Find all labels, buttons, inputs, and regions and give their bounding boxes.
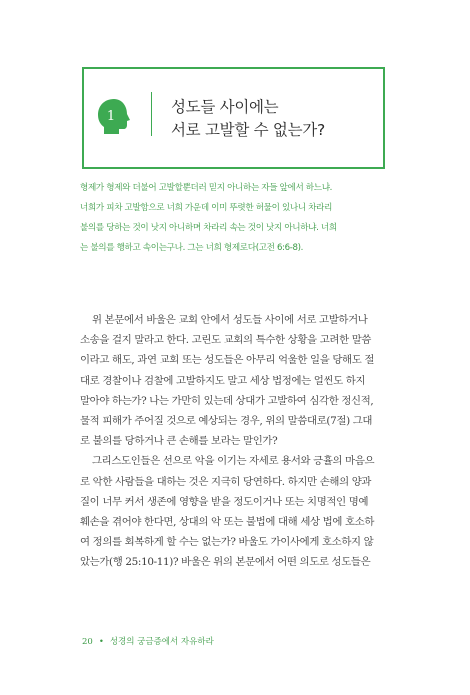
body-line: 위 본문에서 바울은 교회 안에서 성도들 사이에 서로 고발하거나: [92, 314, 368, 326]
header-divider: [151, 92, 152, 136]
chapter-title-line1: 성도들 사이에는: [171, 98, 279, 116]
scripture-line: 불의를 당하는 것이 낫지 아니하며 차라리 속는 것이 낫지 아니하냐. 너희: [80, 223, 337, 233]
body-line: 았는가(행 25:10-11)? 바울은 위의 본문에서 어떤 의도로 성도들은: [80, 556, 371, 569]
scripture-line: 형제가 형제와 더불어 고발할뿐더러 믿지 아니하는 자들 앞에서 하느냐.: [80, 183, 333, 193]
body-line: 이라고 해도, 과연 교회 또는 성도들은 아무리 억울한 일을 당해도 절: [80, 354, 375, 367]
body-line: 훼손을 겪어야 한다면, 상대의 악 또는 불법에 대해 세상 법에 호소하: [80, 516, 375, 529]
body-line: 물적 피해가 주어질 것으로 예상되는 경우, 위의 말씀대로(7절) 그대: [80, 415, 373, 428]
scripture-line: 너희가 피차 고발함으로 너희 가운데 이미 뚜렷한 허물이 있나니 차라리: [80, 203, 333, 213]
bullet-dot-icon: •: [98, 637, 104, 647]
book-title: 성경의 궁금증에서 자유하라: [109, 637, 214, 647]
body-line: 로 악한 사람들을 대하는 것은 지극히 당연하다. 하지만 손해의 양과: [80, 475, 372, 488]
chapter-title-line2: 서로 고발할 수 없는가?: [171, 121, 325, 139]
page-footer: [82, 635, 214, 647]
body-line: 질이 너무 커서 생존에 영향을 받을 정도이거나 또는 치명적인 명예: [80, 495, 369, 508]
scripture-quote: [80, 178, 386, 258]
body-line: 그리스도인들은 선으로 악을 이기는 자세로 용서와 긍휼의 마음으: [92, 455, 375, 468]
body-line: 로 불의를 당하거나 큰 손해를 보라는 말인가?: [80, 435, 278, 448]
page-number: 20: [82, 637, 93, 647]
body-line: 대로 경찰이나 검찰에 고발하지도 말고 세상 법정에는 얼씬도 하지: [80, 374, 366, 387]
body-paragraphs: [80, 310, 390, 573]
body-line: 말아야 하는가? 나는 가만히 있는데 상대가 고발하여 심각한 정신적,: [80, 394, 374, 407]
chapter-head-icon: [97, 98, 131, 135]
scripture-line: 는 불의를 행하고 속이는구나. 그는 너희 형제로다(고전 6:6-8).: [80, 243, 304, 253]
body-line: 소송을 걸지 말라고 한다. 고린도 교회의 특수한 상황을 고려한 말씀: [80, 334, 372, 347]
chapter-number: 1: [106, 109, 116, 124]
body-line: 여 정의를 회복하게 할 수는 없는가? 바울도 가이사에게 호소하지 않: [80, 536, 374, 549]
